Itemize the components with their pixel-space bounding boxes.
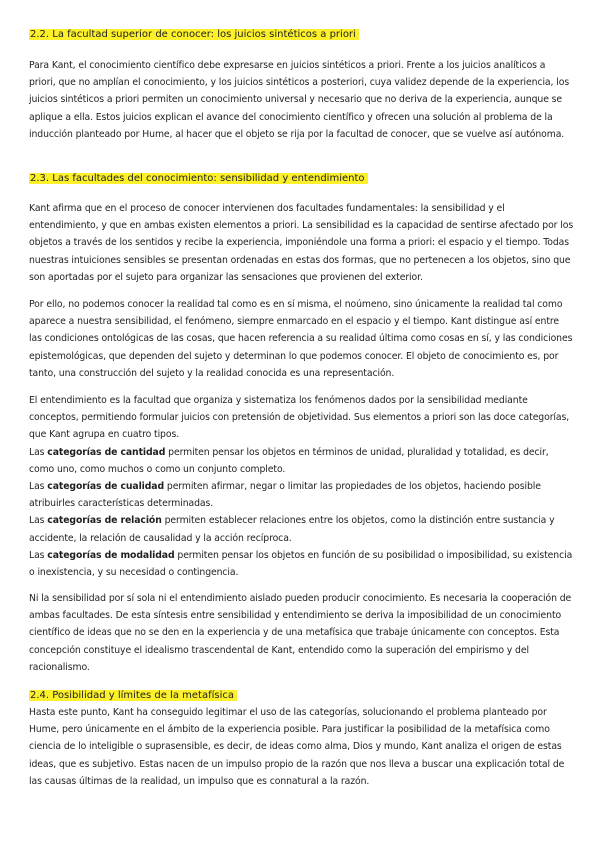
category-cualidad: Las categorías de cualidad permiten afirmar, negar o limitar las propiedades de los objetos, haciendo posible atribuirles características determinadas. xyxy=(29,481,541,510)
paragraph-juicios-sinteticos: Para Kant, el conocimiento científico debe expresarse en juicios sintéticos a priori. Frente a los juicios analíticos a priori, que no amplían el conocimiento, y los juicios sintéticos a posteriori, cuya validez depende de la experiencia, los juicios sintéticos a priori permiten un conocimiento universal y necesario que no deriva de la experiencia, aunque se aplique a ella. Estos juicios explican el avance del conocimiento científico y ofrecen una solución al problema de la inducción planteado por Hume, al hacer que el objeto se rija por la facultad de conocer, que se vuelve así autónoma. xyxy=(29,60,570,140)
category-term: categorías de modalidad xyxy=(47,549,175,561)
category-modalidad: Las categorías de modalidad permiten pensar los objetos en función de su posibilidad o imposibilidad, su existencia o inexistencia, y su necesidad o contingencia. xyxy=(29,549,573,579)
entendimiento-block xyxy=(29,392,574,581)
category-term: categorías de relación xyxy=(47,515,162,527)
paragraph-metafisica: Hasta este punto, Kant ha conseguido legitimar el uso de las categorías, solucionando el problema planteado por Hume, pero únicamente en el ámbito de la experiencia posible. Para justificar la posibilidad de la metafísica como ciencia de lo inteligible o suprasensible, es decir, de ideas como alma, Dios y mundo, Kant analiza el origen de estas ideas, que es subjetivo. Estas nacen de un impulso propio de la razón que nos lleva a buscar una explicación total de las causas últimas de la realidad, un impulso que es connatural a la razón. xyxy=(29,707,565,787)
paragraph-sensibilidad: Kant afirma que en el proceso de conocer intervienen dos facultades fundamentales: la sensibilidad y el entendimiento, y que en ambas existen elementos a priori. La sensibilidad es la capacidad de sentirse afectado por los objetos a través de los sentidos y recibe la experiencia, imponiéndole una forma a priori: el espacio y el tiempo. Todas nuestras intuiciones sensibles se presentan ordenadas en estas dos formas, que no pertenecen a los objetos, sino que son aportadas por el sujeto para organizar las sensaciones que provienen del exterior. xyxy=(29,203,574,283)
category-relacion: Las categorías de relación permiten establecer relaciones entre los objetos, como la distinción entre sustancia y accidente, la relación de causalidad y la acción recíproca. xyxy=(29,515,555,544)
paragraph-entendimiento: El entendimiento es la facultad que organiza y sistematiza los fenómenos dados por la sensibilidad mediante conceptos, permitiendo formular juicios con pretensión de objetividad. Sus elementos a priori son las doce categorías, que Kant agrupa en cuatro tipos. xyxy=(29,395,570,441)
category-cantidad: Las categorías de cantidad permiten pensar los objetos en términos de unidad, pluralidad y totalidad, es decir, como uno, como muchos o como un conjunto completo. xyxy=(29,446,549,475)
paragraph-sintesis: Ni la sensibilidad por sí sola ni el entendimiento aislado pueden producir conocimiento. Es necesaria la cooperación de ambas facultades. De esta síntesis entre sensibilidad y entendimiento se deriva la imposibilidad de un conocimiento científico de ideas que no se den en la experiencia y de una metafísica que trabaje únicamente con conceptos. Esta concepción constituye el idealismo trascendental de Kant, entendido como la superación del empirismo y del racionalismo. xyxy=(29,593,572,673)
category-term: categorías de cualidad xyxy=(47,481,165,493)
category-term: categorías de cantidad xyxy=(47,446,166,458)
section-heading-2-3: 2.3. Las facultades del conocimiento: sensibilidad y entendimiento xyxy=(29,171,368,186)
section-heading-2-2: 2.2. La facultad superior de conocer: los juicios sintéticos a priori xyxy=(29,27,359,42)
paragraph-noumeno-fenomeno: Por ello, no podemos conocer la realidad tal como es en sí misma, el noúmeno, sino únicamente la realidad tal como aparece a nuestra sensibilidad, el fenómeno, siempre enmarcado en el espacio y el tiempo. Kant distingue así entre las condiciones ontológicas de las cosas, que hacen referencia a su realidad última como cosas en sí, y las condiciones epistemológicas, que dependen del sujeto y determinan lo que podemos conocer. El objeto de conocimiento es, por tanto, una construcción del sujeto y la realidad conocida es una representación. xyxy=(29,299,573,379)
section-heading-2-4: 2.4. Posibilidad y límites de la metafísica xyxy=(29,688,237,703)
